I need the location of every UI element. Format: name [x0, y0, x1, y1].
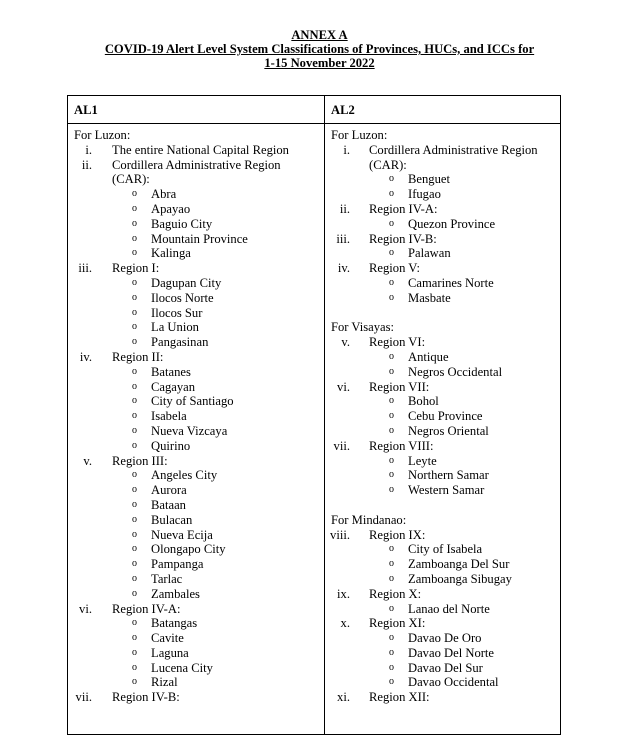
region-numeral: iii.: [78, 261, 92, 276]
bullet-icon: o: [389, 276, 394, 288]
list-item: [325, 542, 561, 557]
list-item: [68, 320, 324, 335]
region-row: [325, 439, 561, 454]
list-item: [68, 542, 324, 557]
region-name: Region XI:: [369, 616, 426, 631]
region-numeral: i.: [343, 142, 350, 157]
bullet-icon: o: [132, 202, 137, 214]
classification-table: [67, 95, 561, 735]
list-item: [68, 528, 324, 543]
list-item: [68, 187, 324, 202]
bullet-icon: o: [132, 661, 137, 673]
list-item: [325, 631, 561, 646]
region-name: Region IV-B:: [112, 690, 180, 705]
item-name: Davao Del Sur: [408, 660, 483, 675]
item-name: Mountain Province: [151, 231, 248, 246]
bullet-icon: o: [132, 321, 137, 333]
al1-luzon-label: For Luzon:: [74, 128, 131, 142]
bullet-icon: o: [389, 350, 394, 362]
region-row: [325, 380, 561, 395]
al2-column-heading: AL2: [331, 103, 355, 117]
bullet-icon: o: [132, 336, 137, 348]
list-item: [68, 483, 324, 498]
region-group: [68, 143, 324, 158]
region-name: The entire National Capital Region: [112, 142, 289, 157]
item-name: Palawan: [408, 246, 451, 261]
item-name: Western Samar: [408, 483, 485, 498]
bullet-icon: o: [132, 646, 137, 658]
region-group: [325, 335, 561, 379]
item-name: Angeles City: [151, 468, 218, 483]
region-numeral: ix.: [337, 586, 350, 601]
al1-column: [68, 128, 324, 705]
bullet-icon: o: [132, 543, 137, 555]
bullet-icon: o: [389, 217, 394, 229]
list-item: [325, 409, 561, 424]
item-name: Quezon Province: [408, 216, 496, 231]
bullet-icon: o: [132, 498, 137, 510]
item-name: Cavite: [151, 631, 184, 646]
bullet-icon: o: [389, 247, 394, 259]
list-item: [325, 172, 561, 187]
bullet-icon: o: [132, 276, 137, 288]
list-item: [68, 616, 324, 631]
region-name: Cordillera Administrative Region: [112, 157, 281, 172]
al2-visayas-label-row: [325, 320, 561, 335]
bullet-icon: o: [132, 676, 137, 688]
region-group: [68, 158, 324, 262]
bullet-icon: o: [132, 632, 137, 644]
region-group: [325, 528, 561, 587]
region-name: Region XII:: [369, 690, 430, 705]
list-item: [68, 675, 324, 690]
region-group: [325, 616, 561, 690]
item-name: Davao De Oro: [408, 631, 482, 646]
header-divider: [68, 123, 560, 124]
bullet-icon: o: [389, 469, 394, 481]
region-group: [68, 261, 324, 350]
list-item: [325, 646, 561, 661]
al2-column: [325, 128, 561, 705]
region-name-cont: (CAR):: [112, 172, 150, 187]
item-name: Negros Occidental: [408, 364, 503, 379]
item-name: Apayao: [151, 201, 191, 216]
region-name: Region VI:: [369, 335, 426, 350]
item-name: Nueva Ecija: [151, 527, 213, 542]
bullet-icon: o: [389, 558, 394, 570]
region-numeral: iii.: [336, 231, 350, 246]
list-item: [68, 394, 324, 409]
bullet-icon: o: [132, 188, 137, 200]
bullet-icon: o: [389, 484, 394, 496]
region-group: [325, 261, 561, 305]
item-name: Ilocos Sur: [151, 305, 203, 320]
list-item: [68, 202, 324, 217]
bullet-icon: o: [389, 424, 394, 436]
list-item: [325, 424, 561, 439]
item-name: Ifugao: [408, 187, 441, 202]
item-name: Davao Occidental: [408, 675, 499, 690]
bullet-icon: o: [132, 306, 137, 318]
bullet-icon: o: [389, 395, 394, 407]
list-item: [68, 380, 324, 395]
region-row: [325, 232, 561, 247]
al1-luzon-label-row: [68, 128, 324, 143]
bullet-icon: o: [132, 395, 137, 407]
region-group: [68, 602, 324, 691]
region-numeral: xi.: [337, 690, 350, 705]
item-name: Kalinga: [151, 246, 191, 261]
list-item: [68, 557, 324, 572]
region-group: [68, 690, 324, 705]
bullet-icon: o: [389, 188, 394, 200]
region-row: [68, 602, 324, 617]
item-name: Leyte: [408, 453, 437, 468]
bullet-icon: o: [389, 646, 394, 658]
region-row: [68, 143, 324, 158]
item-name: Baguio City: [151, 216, 213, 231]
region-row: [68, 350, 324, 365]
item-name: City of Isabela: [408, 542, 483, 557]
list-item: [68, 572, 324, 587]
list-item: [325, 483, 561, 498]
region-group: [325, 690, 561, 705]
region-row: [325, 202, 561, 217]
bullet-icon: o: [132, 410, 137, 422]
bullet-icon: o: [132, 617, 137, 629]
region-name: Region V:: [369, 261, 420, 276]
region-row: [325, 261, 561, 276]
bullet-icon: o: [132, 380, 137, 392]
region-name: Cordillera Administrative Region: [369, 142, 538, 157]
bullet-icon: o: [389, 676, 394, 688]
item-name: Dagupan City: [151, 275, 222, 290]
region-row-cont: [325, 158, 561, 173]
item-name: Pangasinan: [151, 335, 209, 350]
list-item: [68, 365, 324, 380]
list-item: [325, 602, 561, 617]
list-item: [68, 646, 324, 661]
list-item: [325, 572, 561, 587]
region-row: [68, 158, 324, 173]
list-item: [325, 217, 561, 232]
item-name: Tarlac: [151, 571, 183, 586]
list-item: [325, 276, 561, 291]
region-group: [68, 454, 324, 602]
region-row: [325, 143, 561, 158]
item-name: Zamboanga Sibugay: [408, 571, 512, 586]
item-name: Laguna: [151, 645, 189, 660]
item-name: Rizal: [151, 675, 178, 690]
section-spacer: [325, 498, 561, 513]
region-name-cont: (CAR):: [369, 157, 407, 172]
region-name: Region X:: [369, 586, 422, 601]
region-numeral: iv.: [79, 349, 92, 364]
region-name: Region IV-B:: [369, 231, 437, 246]
bullet-icon: o: [132, 528, 137, 540]
region-group: [325, 232, 561, 262]
region-group: [325, 143, 561, 202]
region-group: [325, 202, 561, 232]
bullet-icon: o: [389, 543, 394, 555]
list-item: [68, 468, 324, 483]
region-row: [68, 261, 324, 276]
annex-title: ANNEX A: [291, 28, 348, 42]
item-name: La Union: [151, 320, 199, 335]
item-name: Camarines Norte: [408, 275, 494, 290]
list-item: [68, 291, 324, 306]
al1-column-heading: AL1: [74, 103, 98, 117]
al2-luzon-label: For Luzon:: [331, 128, 388, 142]
region-numeral: vi.: [79, 601, 92, 616]
region-group: [68, 350, 324, 454]
list-item: [325, 468, 561, 483]
bullet-icon: o: [132, 572, 137, 584]
item-name: Zambales: [151, 586, 200, 601]
al2-luzon-label-row: [325, 128, 561, 143]
region-name: Region VIII:: [369, 438, 434, 453]
list-item: [325, 454, 561, 469]
region-group: [325, 380, 561, 439]
list-item: [68, 424, 324, 439]
bullet-icon: o: [389, 365, 394, 377]
item-name: Cagayan: [151, 379, 196, 394]
item-name: Zamboanga Del Sur: [408, 557, 510, 572]
bullet-icon: o: [389, 173, 394, 185]
region-numeral: ii.: [81, 157, 92, 172]
item-name: Lucena City: [151, 660, 213, 675]
item-name: Northern Samar: [408, 468, 489, 483]
region-name: Region IV-A:: [112, 601, 181, 616]
bullet-icon: o: [389, 602, 394, 614]
bullet-icon: o: [389, 661, 394, 673]
item-name: Cebu Province: [408, 409, 483, 424]
bullet-icon: o: [132, 217, 137, 229]
region-row: [68, 454, 324, 469]
region-name: Region III:: [112, 453, 168, 468]
region-row: [325, 587, 561, 602]
item-name: Batangas: [151, 616, 198, 631]
list-item: [68, 513, 324, 528]
bullet-icon: o: [132, 439, 137, 451]
list-item: [325, 557, 561, 572]
item-name: Bohol: [408, 394, 439, 409]
al2-mindanao-label-row: [325, 513, 561, 528]
region-numeral: vi.: [337, 379, 350, 394]
region-group: [325, 439, 561, 498]
section-spacer: [325, 306, 561, 321]
bullet-icon: o: [132, 365, 137, 377]
al2-visayas-label: For Visayas:: [331, 320, 395, 335]
item-name: Abra: [151, 187, 177, 202]
region-numeral: vii.: [333, 438, 350, 453]
region-numeral: x.: [340, 616, 350, 631]
list-item: [68, 217, 324, 232]
list-item: [325, 350, 561, 365]
bullet-icon: o: [132, 424, 137, 436]
item-name: Bulacan: [151, 512, 193, 527]
item-name: Masbate: [408, 290, 451, 305]
bullet-icon: o: [132, 232, 137, 244]
bullet-icon: o: [132, 513, 137, 525]
item-name: City of Santiago: [151, 394, 234, 409]
item-name: Nueva Vizcaya: [151, 423, 228, 438]
region-name: Region IX:: [369, 527, 426, 542]
item-name: Olongapo City: [151, 542, 226, 557]
region-name: Region I:: [112, 261, 160, 276]
item-name: Batanes: [151, 364, 191, 379]
region-name: Region IV-A:: [369, 201, 438, 216]
bullet-icon: o: [389, 410, 394, 422]
list-item: [325, 365, 561, 380]
list-item: [325, 246, 561, 261]
bullet-icon: o: [389, 291, 394, 303]
list-item: [68, 276, 324, 291]
item-name: Aurora: [151, 483, 187, 498]
region-numeral: v.: [341, 335, 350, 350]
bullet-icon: o: [389, 454, 394, 466]
region-numeral: v.: [83, 453, 92, 468]
bullet-icon: o: [132, 558, 137, 570]
list-item: [325, 291, 561, 306]
region-numeral: iv.: [337, 261, 350, 276]
al2-mindanao-label: For Mindanao:: [331, 512, 407, 527]
document-date-range: 1-15 November 2022: [264, 56, 375, 70]
region-row: [325, 616, 561, 631]
region-numeral: viii.: [330, 527, 350, 542]
bullet-icon: o: [132, 587, 137, 599]
bullet-icon: o: [132, 291, 137, 303]
list-item: [68, 409, 324, 424]
item-name: Davao Del Norte: [408, 645, 495, 660]
list-item: [325, 661, 561, 676]
list-item: [68, 439, 324, 454]
item-name: Bataan: [151, 497, 186, 512]
bullet-icon: o: [132, 469, 137, 481]
list-item: [68, 232, 324, 247]
item-name: Benguet: [408, 172, 450, 187]
item-name: Quirino: [151, 438, 191, 453]
list-item: [68, 335, 324, 350]
list-item: [68, 631, 324, 646]
region-name: Region II:: [112, 349, 164, 364]
list-item: [325, 675, 561, 690]
region-row: [325, 690, 561, 705]
item-name: Isabela: [151, 409, 187, 424]
list-item: [68, 306, 324, 321]
region-row: [325, 528, 561, 543]
bullet-icon: o: [389, 632, 394, 644]
list-item: [68, 498, 324, 513]
region-numeral: vii.: [75, 690, 92, 705]
region-numeral: ii.: [339, 201, 350, 216]
item-name: Pampanga: [151, 557, 204, 572]
region-name: Region VII:: [369, 379, 430, 394]
region-row-cont: [68, 172, 324, 187]
list-item: [68, 246, 324, 261]
list-item: [68, 661, 324, 676]
list-item: [325, 394, 561, 409]
item-name: Ilocos Norte: [151, 290, 214, 305]
list-item: [325, 187, 561, 202]
item-name: Lanao del Norte: [408, 601, 490, 616]
list-item: [68, 587, 324, 602]
item-name: Negros Oriental: [408, 423, 489, 438]
bullet-icon: o: [132, 484, 137, 496]
bullet-icon: o: [132, 247, 137, 259]
region-group: [325, 587, 561, 617]
bullet-icon: o: [389, 572, 394, 584]
item-name: Antique: [408, 349, 449, 364]
region-row: [325, 335, 561, 350]
region-row: [68, 690, 324, 705]
document-title: COVID-19 Alert Level System Classifications of Provinces, HUCs, and ICCs for: [104, 42, 535, 56]
region-numeral: i.: [85, 142, 92, 157]
